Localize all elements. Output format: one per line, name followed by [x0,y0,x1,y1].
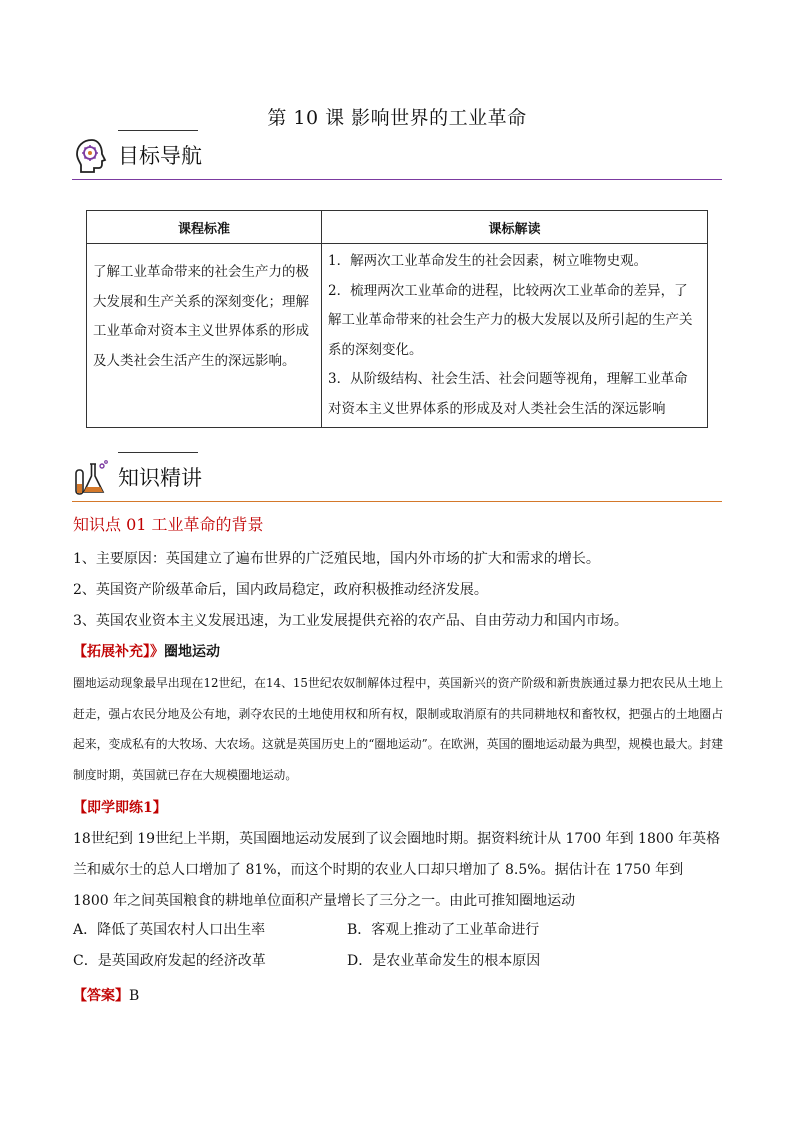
section-header-goals [72,130,722,180]
point-item: 3、英国农业资本主义发展迅速，为工业发展提供充裕的农产品、自由劳动力和国内市场。 [73,613,628,629]
exercise-heading [73,793,723,824]
section-title-goals: 目标导航 [118,144,202,168]
supplement-heading [73,637,723,668]
orange-rule [72,501,722,502]
option-d: D．是农业革命发生的根本原因 [347,953,541,969]
option-a: A．降低了英国农村人口出生率 [73,922,266,938]
interpretation-cell [322,244,708,428]
head-gear-icon [72,136,112,176]
purple-rule [72,179,722,180]
exercise-question: 18世纪到 19世纪上半期，英国圈地运动发展到了议会圈地时期。据资料统计从 1700 年到 1800 年英格兰和威尔士的总人口增加了 81%，而这个时期的农业人口却只增加了 8.5%。据估计在 1750 年到 1800 年之间英国粮食的耕地单位面积产量增长了三分之一。由此可推知圈地运动 [73,831,721,909]
answer-tag: 【答案】 [73,988,129,1004]
curriculum-table [86,210,708,428]
interpretation-item: 3．从阶级结构、社会生活、社会问题等视角，理解工业革命对资本主义世界体系的形成及对人类社会生活的深远影响 [328,371,688,417]
answer-options [73,919,723,981]
answer-value: B [129,988,140,1004]
supplement-text: 圈地运动现象最早出现在12世纪，在14、15世纪农奴制解体过程中，英国新兴的资产阶级和新贵族通过暴力把农民从土地上赶走，强占农民分地及公有地，剥夺农民的土地使用权和所有权，限制或取消原有的共同耕地权和畜牧权，把强占的土地圈占起来，变成私有的大牧场、大农场。这就是英国历史上的“圈地运动”。在欧洲，英国的圈地运动最为典型，规模也最大。封建制度时期，英国就已存在大规模圈地运动。 [73,676,723,782]
interpretation-item: 2．梳理两次工业革命的进程，比较两次工业革命的差异，了解工业革命带来的社会生产力的极大发展以及所引起的生产关系的深刻变化。 [328,282,693,358]
background-points [73,544,723,637]
exercise-tag: 【即学即练1】 [73,800,167,816]
standard-cell: 了解工业革命带来的社会生产力的极大发展和生产关系的深刻变化；理解工业革命对资本主义世界体系的形成及人类社会生活产生的深远影响。 [87,244,322,428]
point-item: 2、英国资产阶级革命后，国内政局稳定，政府积极推动经济发展。 [73,582,488,598]
knowledge-point-title: 知识点 01 工业革命的背景 [73,515,264,534]
point-item: 1、主要原因：英国建立了遍布世界的广泛殖民地，国内外市场的扩大和需求的增长。 [73,551,600,567]
option-c: C．是英国政府发起的经济改革 [73,953,266,969]
table-header-standard: 课程标准 [87,211,322,244]
lab-flask-icon [72,458,112,498]
interpretation-item: 1．解两次工业革命发生的社会因素，树立唯物史观。 [328,253,648,269]
section-title-knowledge: 知识精讲 [118,466,202,490]
header-overline [118,452,198,453]
supplement-topic: 圈地运动 [164,644,220,660]
section-header-knowledge [72,452,722,502]
header-overline [118,130,198,131]
table-header-interpretation: 课标解读 [322,211,708,244]
option-b: B．客观上推动了工业革命进行 [347,922,540,938]
supplement-tag: 【拓展补充】》 [73,644,164,660]
page-title: 第 10 课 影响世界的工业革命 [267,107,527,129]
answer-line [73,981,723,1012]
